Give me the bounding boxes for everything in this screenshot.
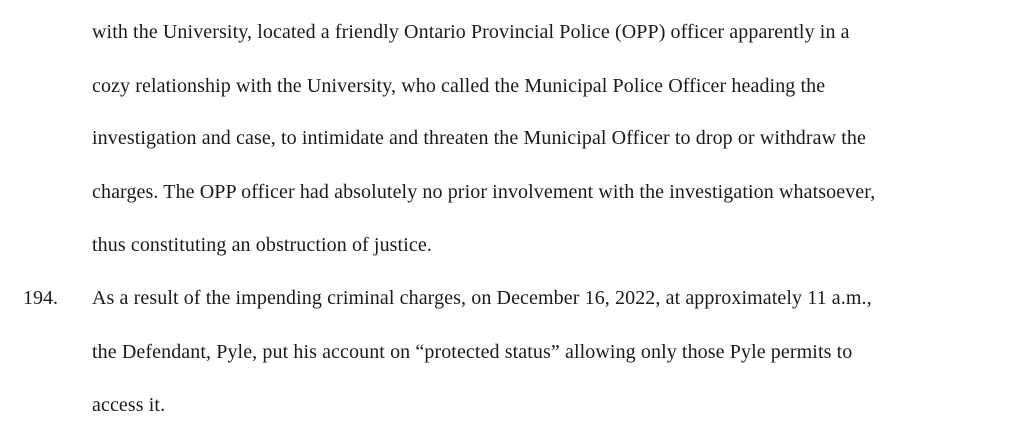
text-line: the Defendant, Pyle, put his account on “protected status” allowing only those Pyle permits to (92, 341, 853, 363)
text-line: As a result of the impending criminal charges, on December 16, 2022, at approximately 11 a.m., (92, 287, 872, 309)
text-line: with the University, located a friendly Ontario Provincial Police (OPP) officer apparently in a (92, 21, 850, 43)
text-line: investigation and case, to intimidate and threaten the Municipal Officer to drop or withdraw the (92, 127, 867, 149)
text-line: thus constituting an obstruction of justice. (92, 234, 432, 256)
paragraph-number: 194. (23, 287, 58, 309)
text-line: cozy relationship with the University, who called the Municipal Police Officer heading the (92, 75, 826, 97)
text-line: access it. (92, 394, 166, 416)
text-line: charges. The OPP officer had absolutely no prior involvement with the investigation whatsoever, (92, 181, 876, 203)
